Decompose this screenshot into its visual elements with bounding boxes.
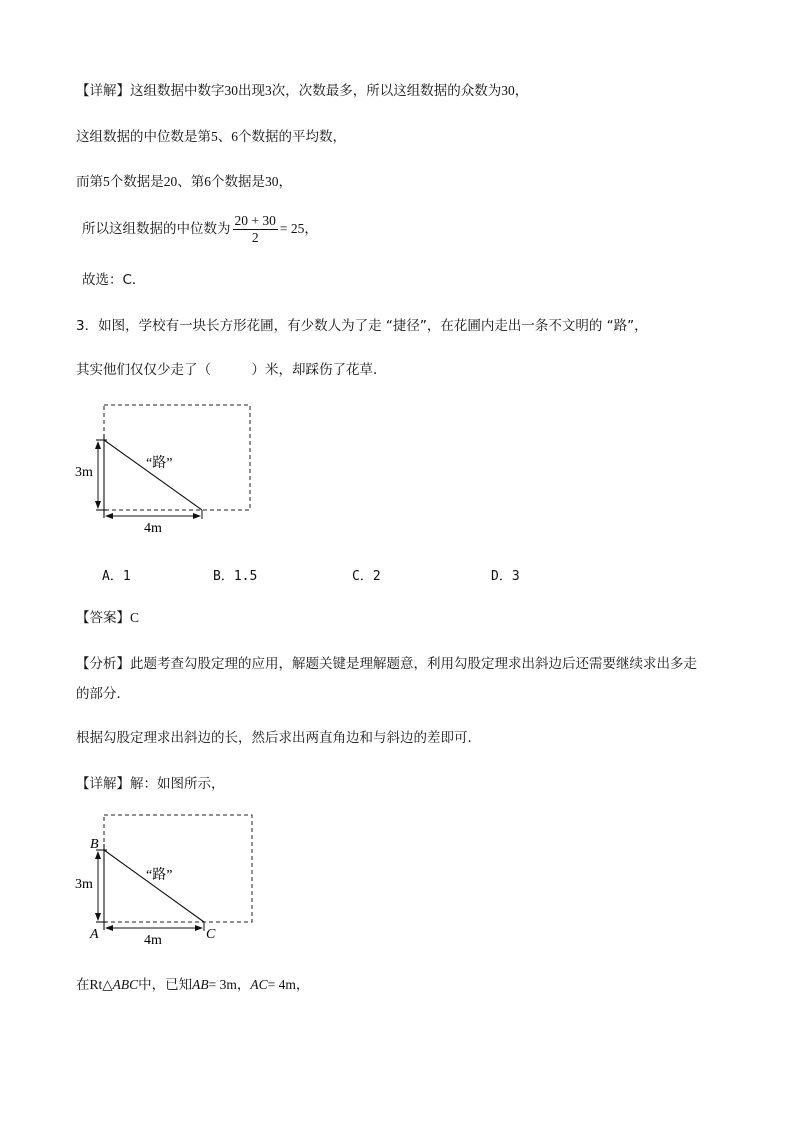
point-a-label: A	[90, 927, 99, 942]
fraction-denominator: 2	[251, 229, 259, 245]
choice-text: 故选：C．	[82, 272, 146, 288]
triangle-symbol: △	[102, 977, 113, 993]
option-b[interactable]: B．1.5	[213, 569, 258, 584]
text: ，	[278, 174, 292, 190]
question-figure	[70, 398, 260, 538]
given-line	[76, 976, 309, 994]
rt-symbol: Rt	[89, 977, 103, 992]
choice-line	[82, 271, 145, 289]
road-label: “路”	[146, 456, 173, 471]
text: 、第	[177, 174, 205, 190]
text: 个数据是	[211, 174, 265, 190]
number: 20	[163, 174, 178, 189]
triangle-name: ABC	[112, 977, 139, 992]
answer-value: C	[130, 610, 140, 625]
side-label: 3m	[75, 465, 93, 480]
punctuation: ，	[236, 977, 251, 993]
median-position-line	[76, 128, 346, 146]
road-label: “路”	[146, 868, 173, 883]
analysis-text: 根据勾股定理求出斜边的长，然后求出两直角边和与斜边的差即可．	[76, 730, 481, 746]
arrow-down-icon	[95, 501, 101, 509]
number: 5	[103, 174, 110, 189]
analysis-line-2	[76, 685, 130, 703]
analysis-line-3	[76, 729, 481, 747]
question-text: 3．如图，学校有一块长方形花圃，有少数人为了走 “捷径”，在花圃内走出一条不文明的 “路”，	[76, 318, 648, 334]
detail-paragraph-2	[76, 775, 225, 793]
segment-ab: AB	[192, 977, 209, 992]
side-label: 3m	[75, 877, 93, 892]
analysis-line-1	[76, 655, 697, 673]
text: 这组数据的中位数是第	[76, 129, 211, 145]
number: 30	[501, 83, 515, 98]
bottom-label: 4m	[144, 521, 162, 536]
option-a[interactable]: A．1	[102, 569, 131, 584]
bottom-label: 4m	[144, 933, 162, 948]
question-3-line-1	[76, 317, 648, 335]
number: 30	[265, 174, 279, 189]
analysis-tag: 【分析】	[76, 656, 130, 672]
detail-text: 出现	[238, 83, 265, 99]
arrow-left-icon	[105, 513, 113, 519]
number: 30	[224, 83, 238, 98]
segment-ac: AC	[250, 977, 268, 992]
text: 而第	[76, 174, 103, 190]
option-d[interactable]: D．3	[491, 569, 520, 584]
arrow-up-icon	[95, 441, 101, 449]
garden-rectangle	[104, 815, 252, 922]
road-line	[104, 440, 202, 510]
detail-tag: 【详解】	[76, 83, 130, 99]
punctuation: ，	[304, 221, 318, 237]
values-line	[76, 173, 292, 191]
arrow-right-icon	[193, 513, 201, 519]
text: 个数据的平均数，	[238, 129, 346, 145]
analysis-text: 此题考查勾股定理的应用，解题关键是理解题意，利用勾股定理求出斜边后还需要继续求出多走	[130, 656, 697, 672]
detail-tag: 【详解】	[76, 776, 130, 792]
punctuation: ，	[295, 977, 310, 993]
median-calculation-line	[82, 212, 318, 246]
number: 5、6	[211, 129, 238, 144]
number: 6	[204, 174, 211, 189]
punctuation: ，	[514, 83, 529, 99]
answer-tag: 【答案】	[76, 610, 130, 626]
arrow-up-icon	[95, 851, 101, 859]
fraction	[233, 213, 278, 246]
garden-rectangle	[104, 405, 250, 510]
question-text: 其实他们仅仅少走了（ ）米，却踩伤了花草．	[76, 362, 387, 378]
point-b-label: B	[90, 837, 99, 852]
text: 中，已知	[138, 977, 193, 993]
road-line	[104, 850, 204, 922]
fraction-numerator: 20 + 30	[234, 212, 276, 228]
point-c-label: C	[206, 927, 216, 942]
value: = 3m	[208, 977, 237, 992]
text: 在	[76, 977, 90, 993]
detail-paragraph-1	[76, 82, 528, 100]
arrow-down-icon	[95, 913, 101, 921]
detail-text: 解：如图所示，	[130, 776, 225, 792]
number: 3	[265, 83, 272, 98]
result: = 25	[279, 221, 305, 236]
text: 所以这组数据的中位数为	[82, 221, 231, 237]
text: 个数据是	[109, 174, 164, 190]
arrow-left-icon	[105, 925, 113, 931]
analysis-text: 的部分．	[76, 686, 130, 702]
solution-figure	[70, 808, 270, 950]
arrow-right-icon	[195, 925, 203, 931]
detail-text: 这组数据中数字	[130, 83, 225, 99]
value: = 4m	[267, 977, 296, 992]
option-c[interactable]: C．2	[352, 569, 381, 584]
detail-text: 次，次数最多，所以这组数据的众数为	[271, 83, 502, 99]
answer-line	[76, 609, 139, 627]
question-3-line-2	[76, 361, 387, 379]
